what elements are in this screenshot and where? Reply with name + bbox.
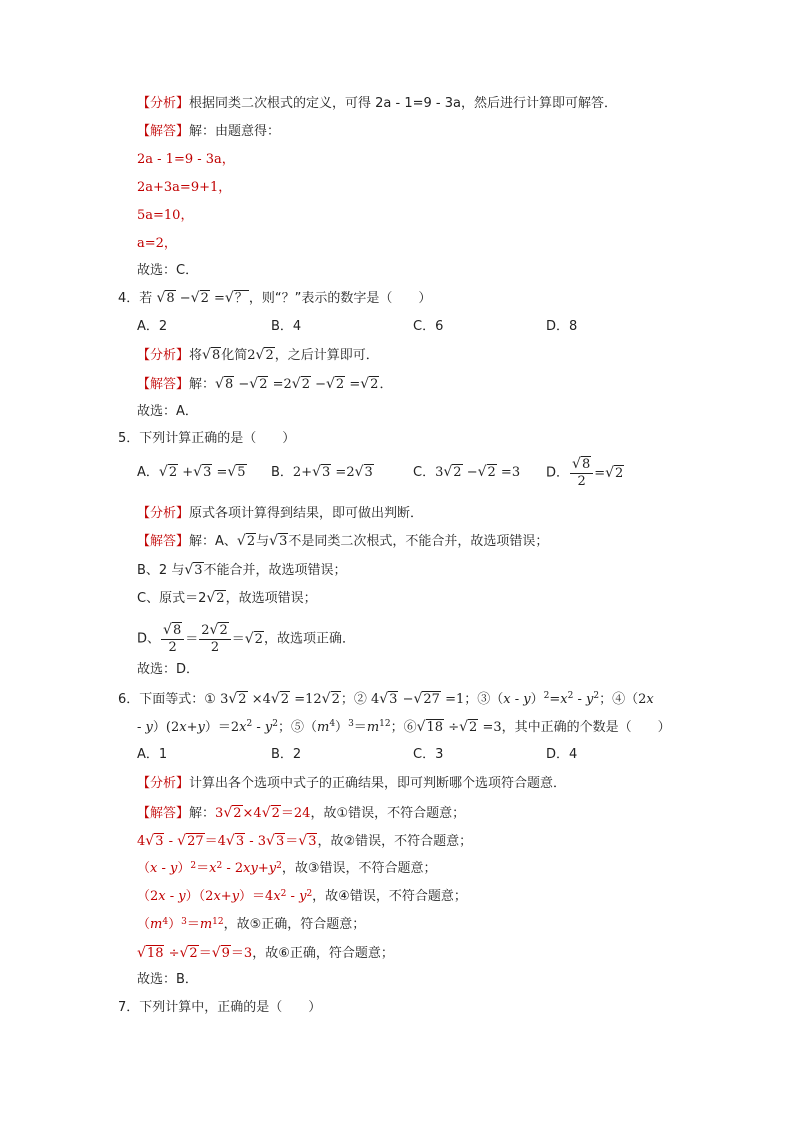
stem-text: ，则“？”表示的数字是（ ） <box>248 291 432 306</box>
solution-text: ，故选项错误； <box>225 591 317 606</box>
question-number: 5． <box>118 431 140 446</box>
analysis-text: 将 <box>189 348 203 363</box>
answer-line: 故选：C． <box>137 263 199 278</box>
option-b[interactable]: B．2 <box>271 747 302 762</box>
solution-tag: 【解答】 <box>137 377 190 392</box>
question-7-stem <box>118 999 321 1017</box>
solution-line: 【解答】解：3√2×4√2＝24，故①错误，不符合题意； <box>137 805 466 821</box>
question-number: 7． <box>118 1000 140 1015</box>
stem-text: 下列计算中，正确的是（ ） <box>139 1000 322 1015</box>
analysis-tag: 【分析】 <box>137 348 190 363</box>
analysis-tag: 【分析】 <box>137 776 190 791</box>
solution-line: $(x - y)^2=x^2 - 2xy+y^2$，故③错误，不符合题意； <box>137 861 437 876</box>
option-letter: C． <box>413 465 436 480</box>
math-expression: √8 −√2 =√？ <box>156 290 248 306</box>
option-a[interactable]: A．√2 +√3 =√5 <box>137 464 246 480</box>
analysis-text: 原式各项计算得到结果，即可做出判断． <box>189 506 424 521</box>
option-b[interactable]: B．2+√3 =2√3 <box>271 464 373 480</box>
solution-text: ，故⑥正确，符合题意； <box>252 946 394 961</box>
analysis-line: 【分析】将√8化简2√2，之后计算即可． <box>137 347 379 363</box>
solution-text: ，故①错误，不符合题意； <box>310 806 466 821</box>
solution-line: $(m^4)^3=m^{12}$，故⑤正确，符合题意； <box>137 917 366 932</box>
option-a[interactable]: A．2 <box>137 319 168 334</box>
stem-text: 下列计算正确的是（ ） <box>139 431 296 446</box>
solution-text: 与 <box>256 534 270 549</box>
option-letter: B． <box>271 465 293 480</box>
solution-prefix: 解： <box>189 377 216 392</box>
solution-text: B、2 与 <box>137 563 185 578</box>
stem-text: 下面等式： <box>139 692 205 707</box>
answer-line: 故选：A． <box>137 404 198 419</box>
solution-text: 不能合并，故选项错误； <box>203 563 347 578</box>
solution-text: ，故选项正确． <box>263 631 355 647</box>
option-a[interactable]: A．1 <box>137 747 168 762</box>
option-c[interactable]: C．3 <box>413 747 444 762</box>
solution-text: ，故②错误，不符合题意； <box>317 834 473 849</box>
solution-text: 解：A、 <box>189 534 237 549</box>
stem-text: 若 <box>139 291 153 306</box>
question-4-stem <box>118 289 431 308</box>
solution-line <box>137 123 280 141</box>
solution-text: 不是同类二次根式，不能合并，故选项错误； <box>288 534 549 549</box>
solution-line: $(2x - y)(2x+y)=4x^2 - y^2$，故④错误，不符合题意； <box>137 889 467 904</box>
option-b[interactable]: B．4 <box>271 319 302 334</box>
solution-step: 5a=10， <box>137 208 194 223</box>
option-letter: D． <box>546 465 570 481</box>
question-number: 6． <box>118 692 140 707</box>
analysis-text: 根据同类二次根式的定义，可得 2a - 1=9 - 3a，然后进行计算即可解答． <box>189 96 617 111</box>
solution-line: √18 ÷√2＝√9＝3，故⑥正确，符合题意； <box>137 945 394 961</box>
question-number: 4． <box>118 291 140 306</box>
solution-step: a=2， <box>137 236 177 251</box>
solution-text: C、原式＝2 <box>137 591 207 606</box>
answer-line: 故选：D． <box>137 662 200 677</box>
solution-tag: 【解答】 <box>137 124 190 139</box>
option-c[interactable]: C．6 <box>413 319 444 334</box>
analysis-text: 化简 <box>221 348 248 363</box>
analysis-line <box>137 505 423 523</box>
solution-line: D、 $\frac{√8}{2}$ ＝ $\frac{2√2}{2}$ ＝√2，故选项正确． <box>137 622 355 655</box>
option-d[interactable]: D．4 <box>546 747 578 762</box>
solution-line: 【解答】解：A、√2与√3不是同类二次根式，不能合并，故选项错误； <box>137 533 549 549</box>
analysis-tag: 【分析】 <box>137 96 190 111</box>
analysis-tag: 【分析】 <box>137 506 190 521</box>
solution-prefix: 解：由题意得： <box>189 124 281 139</box>
solution-text: D、 <box>137 631 161 647</box>
option-c[interactable]: C．3√2 −√2 =3 <box>413 464 521 480</box>
analysis-line <box>137 95 617 113</box>
analysis-text: 计算出各个选项中式子的正确结果，即可判断哪个选项符合题意． <box>189 776 567 791</box>
solution-line: C、原式＝2√2，故选项错误； <box>137 590 317 606</box>
solution-line: 【解答】解：√8 −√2 =2√2 −√2 =√2． <box>137 376 393 392</box>
solution-line: B、2 与√3不能合并，故选项错误； <box>137 562 347 578</box>
solution-text: ，故⑤正确，符合题意； <box>223 917 366 932</box>
question-5-stem <box>118 430 295 448</box>
analysis-text: ，之后计算即可． <box>274 348 379 363</box>
solution-text: ，故④错误，不符合题意； <box>312 889 467 904</box>
option-d[interactable]: D．8 <box>546 319 578 334</box>
solution-tag: 【解答】 <box>137 806 190 821</box>
solution-line: 4√3 - √27＝4√3 - 3√3＝√3，故②错误，不符合题意； <box>137 833 473 849</box>
analysis-line <box>137 775 566 793</box>
solution-text: ，故③错误，不符合题意； <box>281 861 437 876</box>
solution-step: 2a - 1=9 - 3a， <box>137 152 235 167</box>
question-6-stem-cont: - $y)(2x+y)=2x^2 - y^2$；$⑤(m^4)^3=m^{12}$；⑥√18 ÷√2 =3，其中正确的个数是（ ） <box>137 719 671 735</box>
answer-line: 故选：B． <box>137 972 198 987</box>
solution-tag: 【解答】 <box>137 534 190 549</box>
solution-step: 2a+3a=9+1， <box>137 180 232 195</box>
option-d[interactable]: D． $\frac{√8}{2}$ =√2 <box>546 456 624 489</box>
option-letter: A． <box>137 465 159 480</box>
stem-text: 其中正确的个数是（ ） <box>514 720 671 735</box>
question-6-stem: 6．下面等式：① 3√2 ×4√2 =12√2；② 4√3 −√27 =1；③（x - $y)^2=x^2 - y^2$；④（2x <box>118 691 654 707</box>
